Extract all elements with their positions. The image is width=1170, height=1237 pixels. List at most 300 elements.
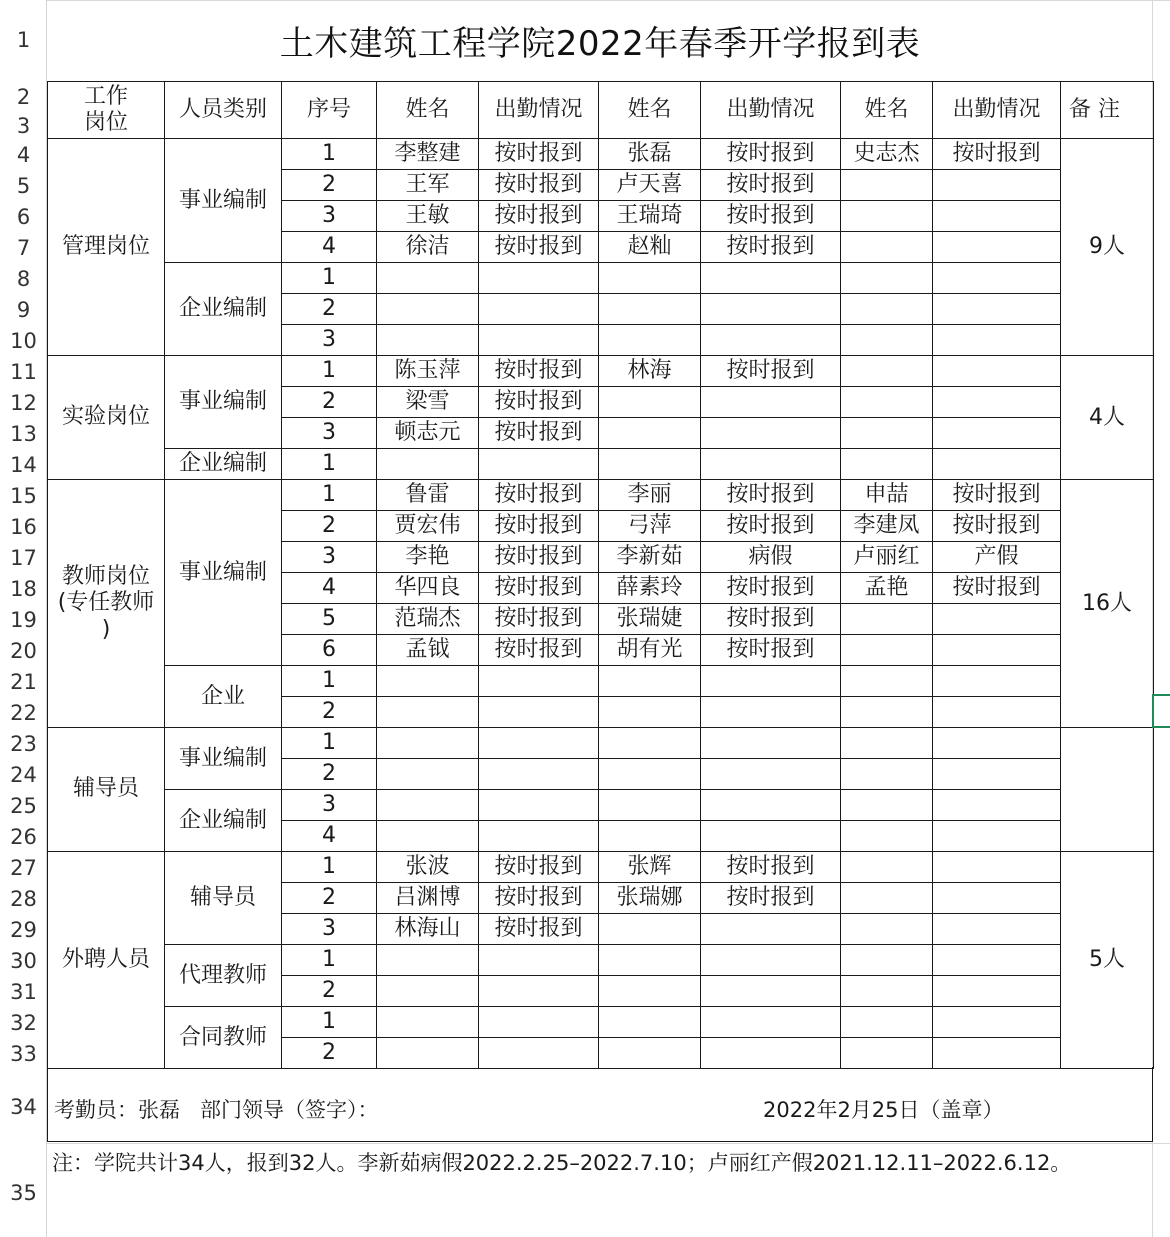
name-cell[interactable]: 李新茹 — [599, 542, 701, 573]
group-label-text: 外聘人员 — [61, 946, 150, 972]
name-cell[interactable] — [599, 1007, 701, 1038]
attendance-cell[interactable] — [933, 1038, 1061, 1069]
seq-cell[interactable]: 3 — [282, 542, 377, 573]
attendance-cell[interactable] — [933, 883, 1061, 914]
name-cell[interactable] — [377, 263, 479, 294]
seq-cell[interactable]: 2 — [282, 387, 377, 418]
table-row — [48, 1007, 1154, 1038]
seq-cell[interactable]: 2 — [282, 976, 377, 1007]
name-cell[interactable]: 卢丽红 — [841, 542, 933, 573]
name-cell[interactable] — [377, 821, 479, 852]
attendance-cell[interactable] — [479, 759, 599, 790]
seq-cell[interactable]: 2 — [282, 759, 377, 790]
name-cell[interactable]: 李整建 — [377, 139, 479, 170]
attendance-cell[interactable]: 按时报到 — [479, 573, 599, 604]
attendance-cell[interactable] — [701, 945, 841, 976]
attendance-cell[interactable]: 按时报到 — [701, 201, 841, 232]
row-number[interactable]: 11 — [10, 360, 37, 384]
row-number[interactable]: 28 — [10, 887, 37, 911]
seq-cell[interactable]: 2 — [282, 294, 377, 325]
attendance-cell[interactable] — [933, 635, 1061, 666]
name-cell[interactable] — [841, 263, 933, 294]
staff-category[interactable]: 事业编制 — [165, 728, 282, 790]
header-name-2[interactable]: 姓名 — [599, 82, 701, 139]
group-label-text: 教师岗位 (专任教师 ) — [57, 563, 155, 642]
attendance-cell[interactable]: 按时报到 — [479, 883, 599, 914]
table-row — [48, 356, 1154, 387]
group-label[interactable] — [48, 480, 165, 728]
staff-category[interactable]: 企业编制 — [165, 449, 282, 480]
attendance-cell[interactable] — [479, 976, 599, 1007]
attendance-cell[interactable] — [933, 294, 1061, 325]
staff-category[interactable]: 事业编制 — [165, 139, 282, 263]
name-cell[interactable]: 张波 — [377, 852, 479, 883]
attendance-cell[interactable]: 按时报到 — [701, 604, 841, 635]
staff-category[interactable]: 事业编制 — [165, 480, 282, 666]
name-cell[interactable] — [841, 635, 933, 666]
name-cell[interactable]: 华四良 — [377, 573, 479, 604]
row-number-gutter — [0, 0, 47, 1237]
attendance-cell[interactable]: 按时报到 — [933, 480, 1061, 511]
table-row — [48, 263, 1154, 294]
seq-cell[interactable]: 1 — [282, 666, 377, 697]
attendance-cell[interactable] — [479, 945, 599, 976]
name-cell[interactable] — [599, 976, 701, 1007]
attendance-cell[interactable] — [701, 418, 841, 449]
name-cell[interactable] — [377, 449, 479, 480]
attendance-cell[interactable] — [933, 418, 1061, 449]
remark-cell[interactable]: 5人 — [1061, 852, 1154, 1069]
row-number[interactable]: 7 — [16, 236, 31, 260]
attendance-cell[interactable]: 产假 — [933, 542, 1061, 573]
attendance-cell[interactable] — [479, 728, 599, 759]
row-number[interactable]: 3 — [16, 114, 31, 138]
name-cell[interactable]: 陈玉萍 — [377, 356, 479, 387]
attendance-cell[interactable]: 按时报到 — [479, 511, 599, 542]
seq-cell[interactable]: 2 — [282, 883, 377, 914]
row-number[interactable]: 18 — [10, 577, 37, 601]
staff-category[interactable]: 企业编制 — [165, 263, 282, 356]
name-cell[interactable]: 贾宏伟 — [377, 511, 479, 542]
attendance-cell[interactable] — [933, 604, 1061, 635]
name-cell[interactable]: 史志杰 — [841, 139, 933, 170]
row-number[interactable]: 33 — [10, 1042, 37, 1066]
attendance-cell[interactable] — [933, 387, 1061, 418]
name-cell[interactable]: 孟钺 — [377, 635, 479, 666]
attendance-cell[interactable] — [933, 1007, 1061, 1038]
row-number[interactable]: 16 — [10, 515, 37, 539]
attendance-cell[interactable]: 按时报到 — [479, 635, 599, 666]
attendance-cell[interactable] — [933, 201, 1061, 232]
seq-cell[interactable]: 3 — [282, 914, 377, 945]
header-position[interactable] — [48, 82, 165, 139]
table-row — [48, 449, 1154, 480]
attendance-cell[interactable] — [701, 666, 841, 697]
attendance-cell[interactable]: 病假 — [701, 542, 841, 573]
attendance-cell[interactable]: 按时报到 — [479, 480, 599, 511]
row-number[interactable]: 17 — [10, 546, 37, 570]
name-cell[interactable] — [599, 387, 701, 418]
name-cell[interactable]: 王瑞琦 — [599, 201, 701, 232]
attendance-cell[interactable]: 按时报到 — [701, 511, 841, 542]
header-remark[interactable]: 备 注 — [1061, 82, 1154, 139]
name-cell[interactable] — [599, 914, 701, 945]
row-number[interactable]: 6 — [16, 205, 31, 229]
name-cell[interactable] — [841, 201, 933, 232]
group-label[interactable] — [48, 852, 165, 1069]
name-cell[interactable] — [377, 945, 479, 976]
name-cell[interactable] — [599, 263, 701, 294]
name-cell[interactable] — [377, 728, 479, 759]
name-cell[interactable] — [841, 387, 933, 418]
name-cell[interactable] — [841, 356, 933, 387]
row-number[interactable]: 32 — [10, 1011, 37, 1035]
seq-cell[interactable]: 2 — [282, 170, 377, 201]
name-cell[interactable] — [841, 883, 933, 914]
name-cell[interactable]: 孟艳 — [841, 573, 933, 604]
header-name-1[interactable]: 姓名 — [377, 82, 479, 139]
header-attendance-3[interactable]: 出勤情况 — [933, 82, 1061, 139]
attendance-cell[interactable] — [933, 356, 1061, 387]
attendance-cell[interactable] — [701, 325, 841, 356]
attendance-cell[interactable] — [933, 945, 1061, 976]
row-number[interactable]: 12 — [10, 391, 37, 415]
row-number[interactable]: 9 — [16, 298, 31, 322]
name-cell[interactable] — [841, 945, 933, 976]
attendance-cell[interactable] — [933, 666, 1061, 697]
attendance-cell[interactable] — [701, 728, 841, 759]
name-cell[interactable] — [599, 294, 701, 325]
seq-cell[interactable]: 3 — [282, 325, 377, 356]
remark-cell[interactable]: 9人 — [1061, 139, 1154, 356]
attendance-cell[interactable] — [479, 449, 599, 480]
attendance-cell[interactable] — [701, 294, 841, 325]
row-number[interactable]: 5 — [16, 174, 31, 198]
table-row — [48, 852, 1154, 883]
attendance-cell[interactable]: 按时报到 — [701, 852, 841, 883]
name-cell[interactable] — [841, 852, 933, 883]
seq-cell[interactable]: 1 — [282, 728, 377, 759]
attendance-cell[interactable] — [701, 1007, 841, 1038]
name-cell[interactable] — [599, 790, 701, 821]
row-number[interactable]: 13 — [10, 422, 37, 446]
name-cell[interactable]: 鲁雷 — [377, 480, 479, 511]
name-cell[interactable] — [599, 821, 701, 852]
name-cell[interactable] — [599, 325, 701, 356]
attendance-cell[interactable]: 按时报到 — [933, 511, 1061, 542]
name-cell[interactable]: 徐洁 — [377, 232, 479, 263]
name-cell[interactable] — [841, 790, 933, 821]
name-cell[interactable] — [599, 945, 701, 976]
name-cell[interactable] — [377, 666, 479, 697]
row-number[interactable]: 14 — [10, 453, 37, 477]
attendance-cell[interactable]: 按时报到 — [479, 170, 599, 201]
name-cell[interactable]: 王军 — [377, 170, 479, 201]
name-cell[interactable] — [841, 449, 933, 480]
seq-cell[interactable]: 5 — [282, 604, 377, 635]
attendance-cell[interactable] — [479, 1007, 599, 1038]
name-cell[interactable] — [599, 666, 701, 697]
table-row — [48, 945, 1154, 976]
attendance-cell[interactable]: 按时报到 — [933, 139, 1061, 170]
name-cell[interactable] — [599, 697, 701, 728]
attendance-cell[interactable] — [933, 914, 1061, 945]
name-cell[interactable]: 李建凤 — [841, 511, 933, 542]
attendance-cell[interactable]: 按时报到 — [479, 604, 599, 635]
row-number[interactable]: 26 — [10, 825, 37, 849]
attendance-cell[interactable]: 按时报到 — [933, 573, 1061, 604]
attendance-cell[interactable] — [701, 263, 841, 294]
attendance-cell[interactable]: 按时报到 — [479, 139, 599, 170]
name-cell[interactable] — [841, 728, 933, 759]
attendance-cell[interactable]: 按时报到 — [701, 139, 841, 170]
name-cell[interactable] — [377, 1038, 479, 1069]
seq-cell[interactable]: 1 — [282, 480, 377, 511]
seq-cell[interactable]: 3 — [282, 790, 377, 821]
seq-cell[interactable]: 1 — [282, 263, 377, 294]
name-cell[interactable] — [599, 1038, 701, 1069]
attendance-cell[interactable] — [479, 1038, 599, 1069]
name-cell[interactable] — [377, 325, 479, 356]
row-number[interactable]: 2 — [16, 85, 31, 109]
attendance-cell[interactable] — [479, 790, 599, 821]
row-number[interactable]: 23 — [10, 732, 37, 756]
name-cell[interactable]: 吕渊博 — [377, 883, 479, 914]
attendance-cell[interactable]: 按时报到 — [479, 387, 599, 418]
name-cell[interactable] — [841, 1038, 933, 1069]
attendance-cell[interactable]: 按时报到 — [479, 232, 599, 263]
seq-cell[interactable]: 4 — [282, 232, 377, 263]
name-cell[interactable] — [841, 697, 933, 728]
name-cell[interactable] — [841, 325, 933, 356]
staff-category[interactable]: 企业编制 — [165, 790, 282, 852]
name-cell[interactable] — [377, 294, 479, 325]
table-row — [48, 790, 1154, 821]
seq-cell[interactable]: 2 — [282, 1038, 377, 1069]
name-cell[interactable]: 薛素玲 — [599, 573, 701, 604]
name-cell[interactable] — [377, 697, 479, 728]
attendance-cell[interactable]: 按时报到 — [479, 201, 599, 232]
staff-category[interactable]: 代理教师 — [165, 945, 282, 1007]
attendance-cell[interactable] — [933, 263, 1061, 294]
attendance-cell[interactable]: 按时报到 — [701, 356, 841, 387]
group-label[interactable] — [48, 139, 165, 356]
attendance-cell[interactable] — [701, 790, 841, 821]
seq-cell[interactable]: 1 — [282, 852, 377, 883]
attendance-cell[interactable] — [933, 697, 1061, 728]
seq-cell[interactable]: 1 — [282, 945, 377, 976]
attendance-cell[interactable] — [933, 728, 1061, 759]
attendance-cell[interactable] — [933, 170, 1061, 201]
name-cell[interactable] — [841, 232, 933, 263]
name-cell[interactable]: 李丽 — [599, 480, 701, 511]
row-number[interactable]: 8 — [16, 267, 31, 291]
attendance-cell[interactable] — [933, 852, 1061, 883]
group-label-text: 管理岗位 — [61, 233, 150, 259]
attendance-cell[interactable]: 按时报到 — [701, 883, 841, 914]
header-category[interactable]: 人员类别 — [165, 82, 282, 139]
attendance-cell[interactable] — [479, 294, 599, 325]
sheet-title: 土木建筑工程学院2022年春季开学报到表 — [279, 24, 921, 64]
attendance-cell[interactable]: 按时报到 — [701, 480, 841, 511]
group-label-text: 实验岗位 — [61, 404, 150, 430]
attendance-cell[interactable]: 按时报到 — [479, 356, 599, 387]
attendance-cell[interactable] — [701, 697, 841, 728]
staff-category[interactable]: 辅导员 — [165, 852, 282, 945]
attendance-cell[interactable] — [933, 976, 1061, 1007]
name-cell[interactable] — [841, 604, 933, 635]
name-cell[interactable] — [841, 294, 933, 325]
attendance-cell[interactable] — [479, 697, 599, 728]
name-cell[interactable]: 顿志元 — [377, 418, 479, 449]
row-number[interactable]: 24 — [10, 763, 37, 787]
name-cell[interactable] — [841, 1007, 933, 1038]
name-cell[interactable]: 张磊 — [599, 139, 701, 170]
row-number[interactable]: 34 — [10, 1095, 37, 1119]
row-number[interactable]: 1 — [16, 28, 31, 52]
name-cell[interactable]: 赵籼 — [599, 232, 701, 263]
seq-cell[interactable]: 2 — [282, 697, 377, 728]
name-cell[interactable] — [377, 976, 479, 1007]
table-row — [48, 480, 1154, 511]
seq-cell[interactable]: 1 — [282, 449, 377, 480]
name-cell[interactable] — [841, 666, 933, 697]
name-cell[interactable]: 梁雪 — [377, 387, 479, 418]
attendance-cell[interactable] — [479, 821, 599, 852]
seq-cell[interactable]: 1 — [282, 139, 377, 170]
row-number[interactable]: 25 — [10, 794, 37, 818]
attendance-cell[interactable] — [933, 759, 1061, 790]
attendance-cell[interactable] — [701, 976, 841, 1007]
attendance-cell[interactable] — [701, 759, 841, 790]
row-number[interactable]: 31 — [10, 980, 37, 1004]
name-cell[interactable]: 张辉 — [599, 852, 701, 883]
name-cell[interactable] — [599, 759, 701, 790]
attendance-cell[interactable]: 按时报到 — [479, 542, 599, 573]
attendance-cell[interactable] — [933, 325, 1061, 356]
name-cell[interactable]: 林海 — [599, 356, 701, 387]
attendance-cell[interactable] — [701, 449, 841, 480]
seq-cell[interactable]: 1 — [282, 1007, 377, 1038]
attendance-cell[interactable] — [479, 263, 599, 294]
name-cell[interactable] — [841, 170, 933, 201]
name-cell[interactable] — [377, 1007, 479, 1038]
row-number[interactable]: 30 — [10, 949, 37, 973]
signature-row — [47, 1067, 1153, 1142]
attendance-cell[interactable]: 按时报到 — [479, 852, 599, 883]
attendance-cell[interactable]: 按时报到 — [701, 573, 841, 604]
attendance-cell[interactable] — [479, 666, 599, 697]
row-number[interactable]: 19 — [10, 608, 37, 632]
name-cell[interactable] — [841, 759, 933, 790]
name-cell[interactable]: 王敏 — [377, 201, 479, 232]
row-number[interactable]: 27 — [10, 856, 37, 880]
row-number[interactable]: 21 — [10, 670, 37, 694]
footnote: 注：学院共计34人，报到32人。李新茹病假2022.2.25–2022.7.10；卢丽红产假2021.12.11–2022.6.12。 — [52, 1151, 1072, 1175]
attendance-cell[interactable] — [701, 387, 841, 418]
name-cell[interactable] — [599, 449, 701, 480]
gridline — [47, 1143, 1170, 1144]
attendance-cell[interactable]: 按时报到 — [479, 418, 599, 449]
name-cell[interactable]: 胡有光 — [599, 635, 701, 666]
seq-cell[interactable]: 3 — [282, 201, 377, 232]
row-number[interactable]: 4 — [16, 143, 31, 167]
name-cell[interactable] — [841, 418, 933, 449]
name-cell[interactable] — [377, 759, 479, 790]
date-seal-line: 2022年2月25日（盖章） — [763, 1098, 1004, 1122]
attendance-cell[interactable] — [933, 449, 1061, 480]
remark-cell[interactable]: 16人 — [1061, 480, 1154, 728]
attendance-cell[interactable] — [701, 821, 841, 852]
attendance-cell[interactable]: 按时报到 — [479, 914, 599, 945]
row-number[interactable]: 29 — [10, 918, 37, 942]
seq-cell[interactable]: 6 — [282, 635, 377, 666]
header-name-3[interactable]: 姓名 — [841, 82, 933, 139]
remark-cell[interactable] — [1061, 728, 1154, 852]
staff-category[interactable]: 合同教师 — [165, 1007, 282, 1069]
table-row — [48, 139, 1154, 170]
seq-cell[interactable]: 4 — [282, 821, 377, 852]
name-cell[interactable] — [599, 418, 701, 449]
header-position-label: 工作 岗位 — [83, 83, 128, 135]
seq-cell[interactable]: 4 — [282, 573, 377, 604]
attendance-cell[interactable] — [479, 325, 599, 356]
group-label[interactable] — [48, 356, 165, 480]
attendance-cell[interactable] — [933, 232, 1061, 263]
row-number[interactable]: 10 — [10, 329, 37, 353]
name-cell[interactable] — [841, 976, 933, 1007]
name-cell[interactable]: 申喆 — [841, 480, 933, 511]
row-number[interactable]: 15 — [10, 484, 37, 508]
header-attendance-2[interactable]: 出勤情况 — [701, 82, 841, 139]
attendance-cell[interactable]: 按时报到 — [701, 170, 841, 201]
row-number[interactable]: 35 — [10, 1181, 37, 1205]
staff-category[interactable]: 事业编制 — [165, 356, 282, 449]
header-attendance-1[interactable]: 出勤情况 — [479, 82, 599, 139]
staff-category[interactable]: 企业 — [165, 666, 282, 728]
name-cell[interactable]: 李艳 — [377, 542, 479, 573]
row-number[interactable]: 22 — [10, 701, 37, 725]
attendance-cell[interactable] — [933, 790, 1061, 821]
remark-cell[interactable]: 4人 — [1061, 356, 1154, 480]
seq-cell[interactable]: 3 — [282, 418, 377, 449]
header-seq[interactable]: 序号 — [282, 82, 377, 139]
attendance-cell[interactable] — [933, 821, 1061, 852]
name-cell[interactable]: 林海山 — [377, 914, 479, 945]
table-row — [48, 728, 1154, 759]
name-cell[interactable] — [841, 914, 933, 945]
cell-selection-edge — [1152, 694, 1170, 728]
name-cell[interactable] — [599, 728, 701, 759]
name-cell[interactable] — [841, 821, 933, 852]
name-cell[interactable]: 张瑞娜 — [599, 883, 701, 914]
seq-cell[interactable]: 2 — [282, 511, 377, 542]
attendance-cell[interactable] — [701, 914, 841, 945]
table-row — [48, 666, 1154, 697]
seq-cell[interactable]: 1 — [282, 356, 377, 387]
name-cell[interactable]: 范瑞杰 — [377, 604, 479, 635]
group-label[interactable] — [48, 728, 165, 852]
name-cell[interactable]: 张瑞婕 — [599, 604, 701, 635]
attendance-cell[interactable] — [701, 1038, 841, 1069]
attendance-cell[interactable]: 按时报到 — [701, 635, 841, 666]
attendance-clerk-line: 考勤员：张磊 部门领导（签字）： — [54, 1098, 379, 1122]
name-cell[interactable]: 卢天喜 — [599, 170, 701, 201]
name-cell[interactable]: 弓萍 — [599, 511, 701, 542]
attendance-cell[interactable]: 按时报到 — [701, 232, 841, 263]
row-number[interactable]: 20 — [10, 639, 37, 663]
name-cell[interactable] — [377, 790, 479, 821]
